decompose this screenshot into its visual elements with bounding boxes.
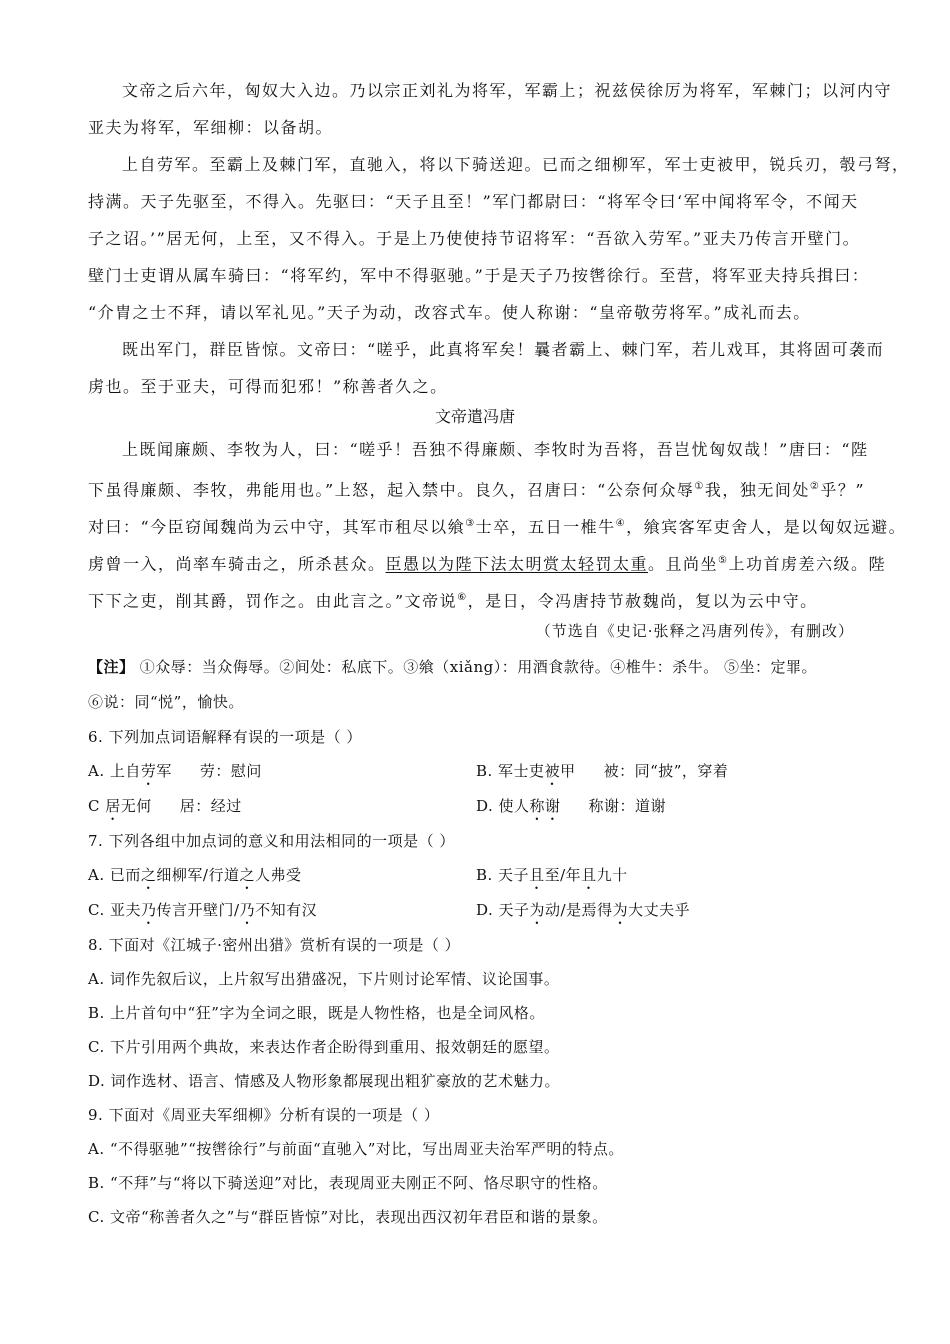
passage2-title: 文帝遣冯唐 — [434, 407, 515, 426]
text-line: 对曰：“今臣窃闻魏尚为云中守，其军市租尽以飨③士卒，五日一椎牛④，飨宾客军吏舍人，是以匈奴远避。 — [88, 517, 907, 537]
text-line: 下虽得廉颇、李牧，弗能用也。”上怒，起入禁中。良久，召唐曰：“公奈何众辱①我，独无间处②乎？” — [88, 480, 866, 500]
q6-option-d[interactable]: D. 使人称谢 称谢：道谢 — [476, 797, 667, 815]
text-line: 壁门士吏谓从属车骑曰：“将军约，军中不得驱驰。”于是天子乃按辔徐行。至营，将军亚夫持兵揖曰： — [88, 266, 870, 285]
passage2-body — [88, 431, 907, 616]
text-line: 下下之吏，削其爵，罚作之。由此言之。”文帝说⑥，是日，令冯唐持节赦魏尚，复以为云中守。 — [88, 591, 818, 611]
q8-option-c[interactable]: C. 下片引用两个典故，来表达作者企盼得到重用、报效朝廷的愿望。 — [88, 1038, 560, 1056]
q7-option-a[interactable]: A. 已而之细柳军/行道之人弗受 — [88, 866, 302, 884]
text-line: 亚夫为将军，军细柳：以备胡。 — [88, 118, 334, 137]
question-7-stem: 7. 下列各组中加点词的意义和用法相同的一项是（ ） — [88, 832, 455, 850]
text-line: 既出军门，群臣皆惊。文帝曰：“嗟乎，此真将军矣！曩者霸上、棘门军，若儿戏耳，其将固可袭而 — [122, 340, 885, 359]
underlined-sentence: 臣愚以为陛下法太明赏太轻罚太重 — [385, 554, 649, 574]
q7-option-c[interactable]: C. 亚夫乃传言开壁门/乃不知有汉 — [88, 901, 318, 919]
q6-option-a[interactable]: A. 上自劳军 劳：慰问 — [88, 762, 262, 780]
question-8-stem: 8. 下面对《江城子·密州出猎》赏析有误的一项是（ ） — [88, 936, 461, 954]
passage1-paragraph-1 — [88, 72, 893, 146]
question-9-stem: 9. 下面对《周亚夫军细柳》分析有误的一项是（ ） — [88, 1106, 440, 1124]
passage1-paragraph-2 — [88, 146, 910, 331]
text-line: 持满。天子先驱至，不得入。先驱曰：“天子且至！”军门都尉曰：“将军令曰‘军中闻将军令，不闻天 — [88, 192, 859, 211]
source-citation: （节选自《史记·张释之冯唐列传》，有删改） — [535, 622, 854, 640]
text-line: 子之诏。’”居无何，上至，又不得入。于是上乃使使持节诏将军：“吾欲入劳军。”亚夫乃传言开壁门。 — [88, 229, 861, 248]
text-line: 虏曾一入，尚率车骑击之，所杀甚众。臣愚以为陛下法太明赏太轻罚太重。且尚坐⑤上功首虏差六级。陛 — [88, 554, 887, 574]
q8-option-a[interactable]: A. 词作先叙后议，上片叙写出猎盛况，下片则讨论军情、议论国事。 — [88, 970, 560, 988]
text-line: 上自劳军。至霸上及棘门军，直驰入，将以下骑送迎。已而之细柳军，军士吏被甲，锐兵刃，彀弓弩， — [122, 155, 910, 174]
q7-option-b[interactable]: B. 天子且至/年且九十 — [476, 866, 628, 884]
notes-line-1: 【注】 ①众辱：当众侮辱。②间处：私底下。③飨（xiǎng）：用酒食款待。④椎牛：杀牛。 ⑤坐：定罪。 — [88, 658, 818, 676]
text-line: “介胄之士不拜，请以军礼见。”天子为动，改容式车。使人称谢：“皇帝敬劳将军。”成礼而去。 — [88, 303, 811, 322]
text-line: 上既闻廉颇、李牧为人，曰：“嗟乎！吾独不得廉颇、李牧时为吾将，吾岂忧匈奴哉！”唐曰：“陛 — [122, 440, 869, 459]
q9-option-b[interactable]: B. “不拜”与“将以下骑送迎”对比，表现周亚夫刚正不阿、恪尽职守的性格。 — [88, 1174, 608, 1192]
passage1-paragraph-3 — [88, 331, 885, 405]
notes-line-2: ⑥说：同“悦”，愉快。 — [88, 693, 244, 711]
q8-option-d[interactable]: D. 词作选材、语言、情感及人物形象都展现出粗犷豪放的艺术魅力。 — [88, 1072, 561, 1090]
q6-option-c[interactable]: C 居无何 居：经过 — [88, 797, 242, 815]
q9-option-c[interactable]: C. 文帝“称善者久之”与“群臣皆惊”对比，表现出西汉初年君臣和谐的景象。 — [88, 1208, 608, 1226]
q8-option-b[interactable]: B. 上片首句中“狂”字为全词之眼，既是人物性格，也是全词风格。 — [88, 1004, 545, 1022]
question-6-stem: 6. 下列加点词语解释有误的一项是（ ） — [88, 728, 362, 746]
q6-option-b[interactable]: B. 军士吏被甲 被：同“披”，穿着 — [476, 762, 729, 780]
text-line: 虏也。至于亚夫，可得而犯邪！”称善者久之。 — [88, 377, 448, 396]
notes-label: 【注】 — [88, 658, 135, 676]
q9-option-a[interactable]: A. “不得驱驰”“按辔徐行”与前面“直驰入”对比，写出周亚夫治军严明的特点。 — [88, 1140, 624, 1158]
text-line: 文帝之后六年，匈奴大入边。乃以宗正刘礼为将军，军霸上；祝兹侯徐厉为将军，军棘门；以河内守 — [122, 81, 893, 100]
q7-option-d[interactable]: D. 天子为动/是焉得为大丈夫乎 — [476, 901, 691, 919]
